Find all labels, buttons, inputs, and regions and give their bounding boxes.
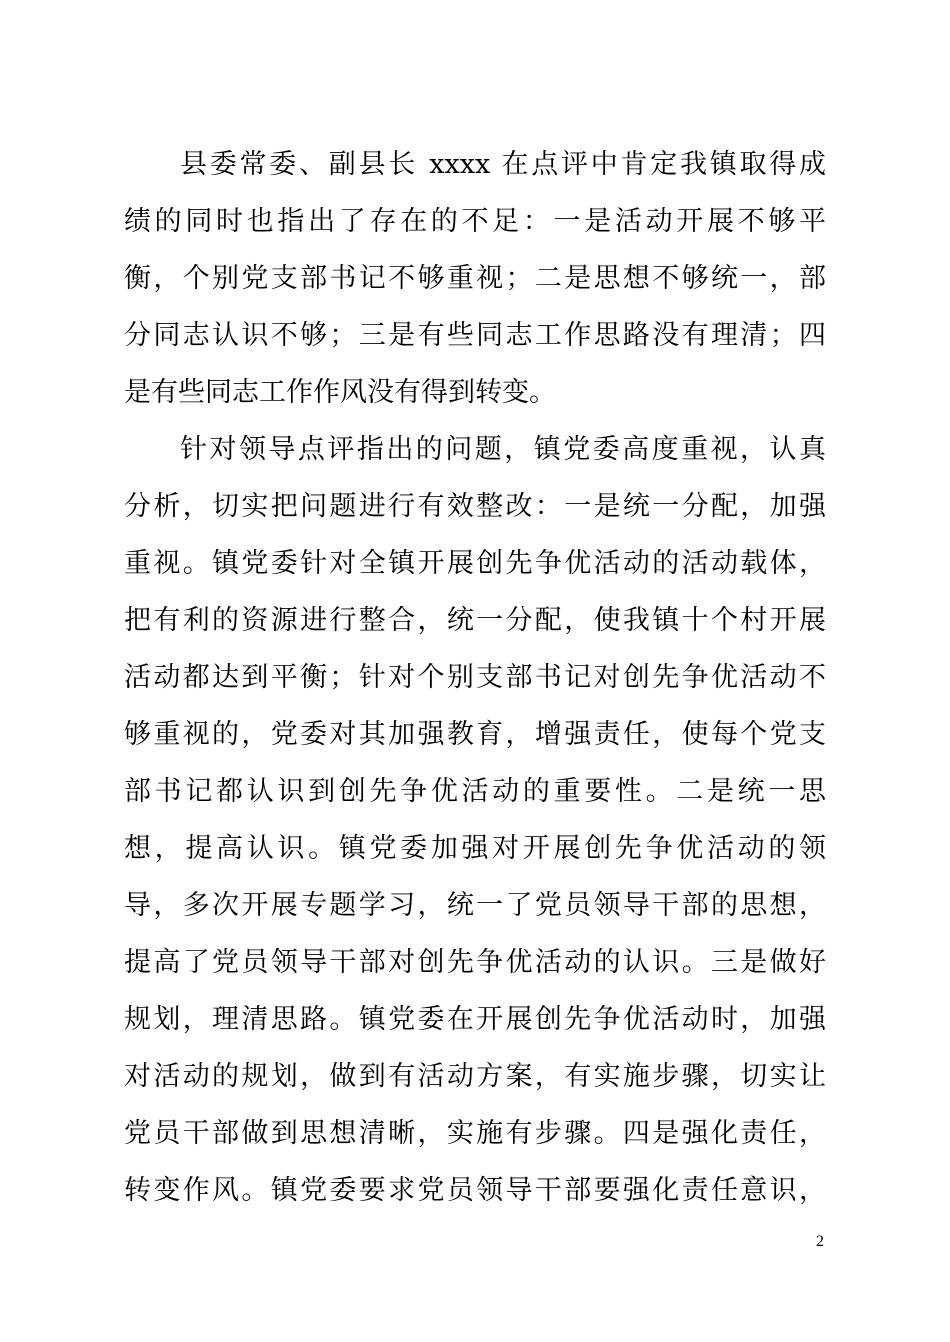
document-body (124, 136, 826, 1219)
text-line: 县委常委、副县长 xxxx 在点评中肯定我镇取得成 (180, 149, 826, 180)
text-line: 想，提高认识。镇党委加强对开展创先争优活动的领 (124, 833, 826, 864)
text-line: 部书记都认识到创先争优活动的重要性。二是统一思 (124, 776, 826, 807)
text-line: 转变作风。镇党委要求党员领导干部要强化责任意识， (124, 1175, 826, 1206)
text-line: 是有些同志工作作风没有得到转变。 (124, 377, 556, 408)
text-line: 衡，个别党支部书记不够重视；二是思想不够统一，部 (124, 263, 826, 294)
text-line: 对活动的规划，做到有活动方案，有实施步骤，切实让 (124, 1061, 826, 1092)
text-line: 重视。镇党委针对全镇开展创先争优活动的活动载体， (124, 548, 826, 579)
text-line: 绩的同时也指出了存在的不足：一是活动开展不够平 (124, 206, 826, 237)
text-line: 党员干部做到思想清晰，实施有步骤。四是强化责任， (124, 1118, 826, 1149)
text-line: 分析，切实把问题进行有效整改：一是统一分配，加强 (124, 491, 826, 522)
text-line: 分同志认识不够；三是有些同志工作思路没有理清；四 (124, 320, 826, 351)
paragraph-2 (124, 421, 826, 1219)
text-line: 提高了党员领导干部对创先争优活动的认识。三是做好 (124, 947, 826, 978)
text-line: 针对领导点评指出的问题，镇党委高度重视，认真 (180, 434, 826, 465)
text-line: 够重视的，党委对其加强教育，增强责任，使每个党支 (124, 719, 826, 750)
text-line: 活动都达到平衡；针对个别支部书记对创先争优活动不 (124, 662, 826, 693)
text-line: 规划，理清思路。镇党委在开展创先争优活动时，加强 (124, 1004, 826, 1035)
text-line: 导，多次开展专题学习，统一了党员领导干部的思想， (124, 890, 826, 921)
text-line: 把有利的资源进行整合，统一分配，使我镇十个村开展 (124, 605, 826, 636)
page-number: 2 (816, 1233, 824, 1250)
paragraph-1 (124, 136, 826, 421)
